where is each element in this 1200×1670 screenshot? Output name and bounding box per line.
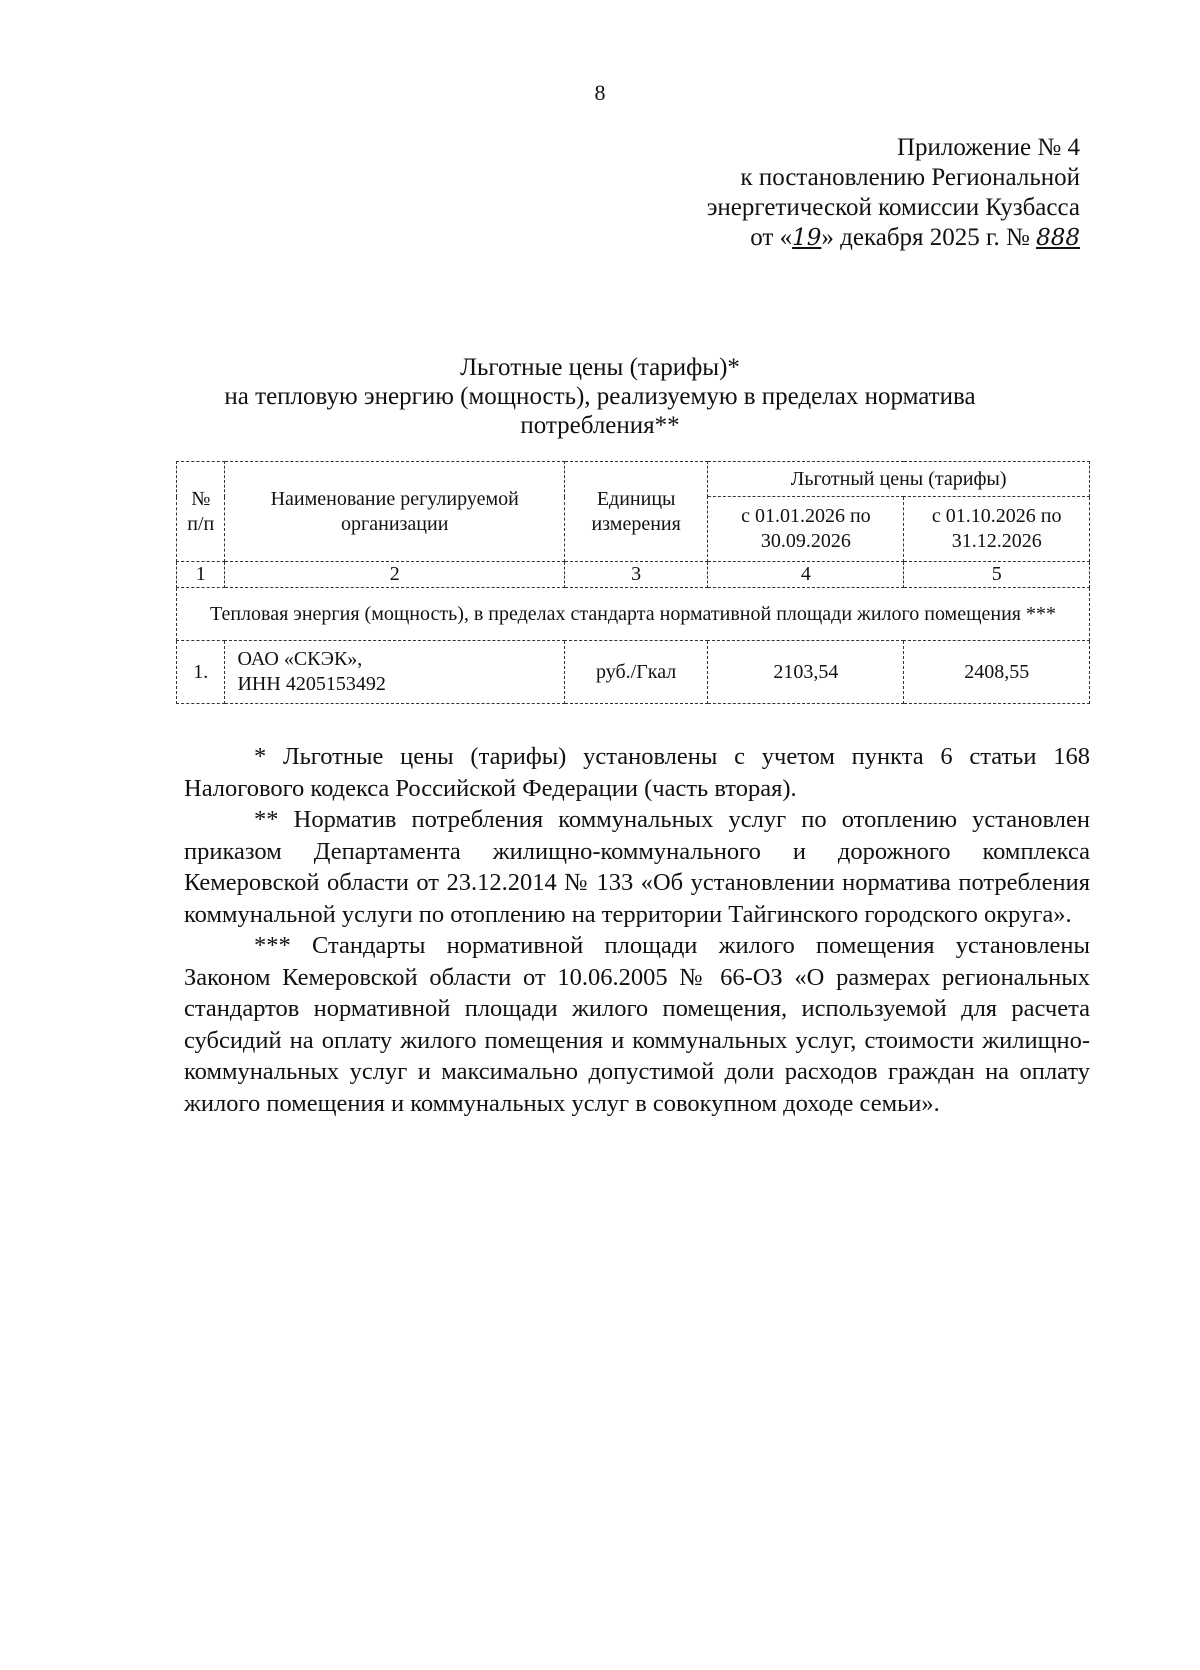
row-price-period-1: 2103,54 [708, 641, 904, 704]
date-day-handwritten: 19 [792, 225, 822, 251]
title-line-1: Льготные цены (тарифы)* [460, 354, 740, 381]
column-number: 1 [177, 562, 225, 588]
header-unit: Единицы измерения [564, 462, 707, 562]
appendix-line-commission: энергетической комиссии Кузбасса [706, 194, 1080, 221]
page-number: 8 [594, 80, 606, 105]
footnotes [184, 741, 1090, 1119]
footnote-3: *** Стандарты нормативной площади жилого помещения установлены Законом Кемеровской области от 10.06.2005 № 66-ОЗ «О размерах региональных стандартов нормативной площади жилого помещения, используемой для расчета субсидий на оплату жилого помещения и коммунальных услуг, стоимости жилищно-коммунальных услуг и максимально допустимой доли расходов граждан на оплату жилого помещения и коммунальных услуг в совокупном доходе семьи». [184, 932, 1090, 1117]
date-prefix: от « [750, 224, 793, 251]
row-org [225, 641, 564, 704]
footnote-1: * Льготные цены (тарифы) установлены с учетом пункта 6 статьи 168 Налогового кодекса Российской Федерации (часть вторая). [184, 743, 1090, 802]
header-tariff-group: Льготный цены (тарифы) [708, 462, 1090, 497]
table-column-numbers-row [177, 562, 1090, 588]
appendix-block [650, 133, 1080, 253]
table-header-row [177, 462, 1090, 497]
footnote-2: ** Норматив потребления коммунальных услуг по отоплению установлен приказом Департамента жилищно-коммунального и дорожного комплекса Кемеровской области от 23.12.2014 № 133 «Об установлении норматива потребления коммунальной услуги по отоплению на территории Тайгинского городского округа». [184, 806, 1090, 928]
title-line-2: на тепловую энергию (мощность), реализуемую в пределах норматива [224, 383, 976, 410]
column-number: 2 [225, 562, 564, 588]
header-period-2: с 01.10.2026 по 31.12.2026 [904, 497, 1090, 562]
tariff-table [176, 461, 1090, 704]
section-heading: Тепловая энергия (мощность), в пределах стандарта нормативной площади жилого помещения *** [177, 588, 1090, 641]
appendix-line-date [650, 223, 1080, 253]
column-number: 3 [564, 562, 707, 588]
title-line-3: потребления** [520, 412, 680, 439]
appendix-line-resolution: к постановлению Региональной [740, 164, 1080, 191]
date-middle: » декабря 2025 г. № [821, 224, 1030, 251]
document-title [150, 353, 1050, 440]
row-unit: руб./Гкал [564, 641, 707, 704]
org-name: ОАО «СКЭК», [237, 648, 363, 670]
table-row [177, 641, 1090, 704]
header-period-1: с 01.01.2026 по 30.09.2026 [708, 497, 904, 562]
appendix-title: Приложение № 4 [896, 134, 1080, 161]
row-num: 1. [177, 641, 225, 704]
row-price-period-2: 2408,55 [904, 641, 1090, 704]
table-section-row [177, 588, 1090, 641]
column-number: 5 [904, 562, 1090, 588]
doc-number-handwritten: 888 [1036, 225, 1080, 251]
org-inn: ИНН 4205153492 [237, 673, 386, 695]
column-number: 4 [708, 562, 904, 588]
header-num: № п/п [177, 462, 225, 562]
header-org: Наименование регулируемой организации [225, 462, 564, 562]
